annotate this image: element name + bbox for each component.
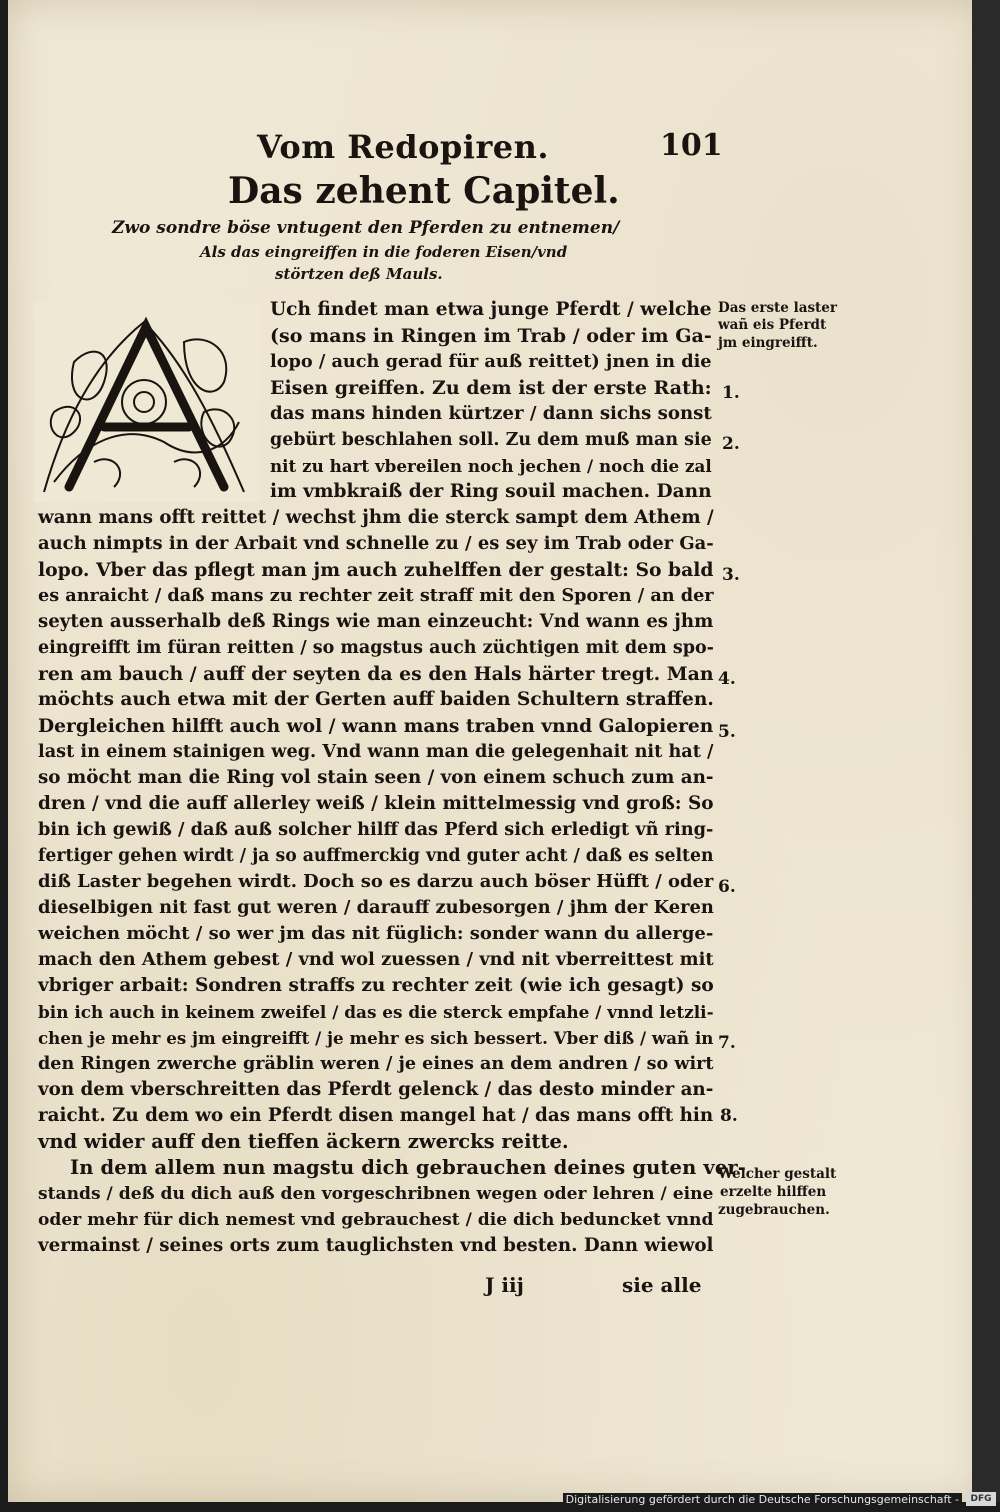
- digitization-credit: Digitalisierung gefördert durch die Deutsche Forschungsgemeinschaft -: [563, 1493, 962, 1506]
- body-line: seyten ausserhalb deß Rings wie man einzeucht: Vnd wann es jhm: [38, 611, 714, 632]
- margin-note-1-line-1: Das erste laster: [718, 300, 837, 316]
- catchword: sie alle: [622, 1273, 702, 1297]
- body-line: bin ich auch in keinem zweifel / das es die sterck empfahe / vnnd letzli-: [38, 1002, 714, 1022]
- body-line: wann mans offt reittet / wechst jhm die sterck sampt dem Athem /: [38, 507, 714, 528]
- page-number: 101: [660, 128, 723, 163]
- body-line: nit zu hart vbereilen noch jechen / noch die zal: [270, 456, 712, 476]
- body-line: das mans hinden kürtzer / dann sichs sonst: [270, 403, 712, 424]
- margin-note-1-line-2: wañ eis Pferdt: [718, 317, 827, 333]
- body-line: oder mehr für dich nemest vnd gebrauchest / die dich beduncket vnnd: [38, 1210, 714, 1230]
- margin-number: 2.: [722, 434, 740, 454]
- margin-number: 6.: [718, 877, 736, 897]
- body-line: im vmbkraiß der Ring souil machen. Dann: [270, 481, 712, 502]
- margin-number: 1.: [722, 383, 740, 403]
- chapter-subtitle-line-3: störtzen deß Mauls.: [275, 265, 443, 283]
- decorated-initial: [34, 302, 260, 502]
- body-line: Eisen greiffen. Zu dem ist der erste Rath:: [270, 377, 712, 399]
- body-line: raicht. Zu dem wo ein Pferdt disen mangel hat / das mans offt hin: [38, 1105, 714, 1126]
- body-line: (so mans in Ringen im Trab / oder im Ga-: [270, 325, 712, 347]
- margin-number: 5.: [718, 722, 736, 742]
- body-line: von dem vberschreitten das Pferdt gelenck / das desto minder an-: [38, 1079, 714, 1100]
- body-line: mach den Athem gebest / vnd wol zuessen / vnd nit vberreittest mit: [38, 949, 714, 970]
- body-line: so möcht man die Ring vol stain seen / von einem schuch zum an-: [38, 767, 714, 788]
- margin-number: 3.: [722, 565, 740, 585]
- body-line: chen je mehr es jm eingreifft / je mehr es sich bessert. Vber diß / wañ in: [38, 1028, 714, 1048]
- body-line: gebürt beschlahen soll. Zu dem muß man sie: [270, 430, 712, 450]
- body-line: eingreifft im füran reitten / so magstus auch züchtigen mit dem spo-: [38, 638, 714, 658]
- running-title: Vom Redopiren.: [257, 128, 550, 166]
- signature-mark: J iij: [485, 1273, 524, 1297]
- margin-note-2-line-3: zugebrauchen.: [718, 1202, 830, 1218]
- body-line: fertiger gehen wirdt / ja so auffmerckig vnd guter acht / daß es selten: [38, 846, 714, 866]
- page-edge: [972, 0, 1000, 1502]
- margin-number: 8.: [720, 1106, 738, 1126]
- body-line: vermainst / seines orts zum tauglichsten vnd besten. Dann wiewol: [38, 1235, 714, 1256]
- margin-note-2-line-1: Welcher gestalt: [718, 1166, 837, 1182]
- margin-note-2-line-2: erzelte hilffen: [720, 1184, 827, 1200]
- body-line: dren / vnd die auff allerley weiß / klein mittelmessig vnd groß: So: [38, 793, 714, 814]
- body-line: vnd wider auff den tieffen äckern zwercks reitte.: [38, 1130, 569, 1153]
- body-line: auch nimpts in der Arbait vnd schnelle zu / es sey im Trab oder Ga-: [38, 533, 714, 554]
- body-line: lopo / auch gerad für auß reittet) jnen in die: [270, 351, 712, 372]
- body-line: lopo. Vber das pflegt man jm auch zuhelffen der gestalt: So bald: [38, 559, 714, 581]
- body-line: den Ringen zwerche gräblin weren / je eines an dem andren / so wirt: [38, 1054, 714, 1074]
- body-line: Dergleichen hilfft auch wol / wann mans traben vnnd Galopieren: [38, 715, 714, 737]
- chapter-subtitle-line-2: Als das eingreiffen in die foderen Eisen/vnd: [200, 243, 568, 261]
- body-line: diß Laster begehen wirdt. Doch so es darzu auch böser Hüfft / oder: [38, 871, 714, 892]
- chapter-subtitle-line-1: Zwo sondre böse vntugent den Pferden zu entnemen/: [112, 218, 620, 238]
- body-line: es anraicht / daß mans zu rechter zeit straff mit den Sporen / an der: [38, 585, 714, 606]
- body-line: dieselbigen nit fast gut weren / darauff zubesorgen / jhm der Keren: [38, 897, 714, 918]
- dfg-logo: DFG: [966, 1492, 996, 1506]
- body-line: bin ich gewiß / daß auß solcher hilff das Pferd sich erledigt vñ ring-: [38, 819, 714, 840]
- body-line: weichen möcht / so wer jm das nit füglich: sonder wann du allerge-: [38, 923, 714, 944]
- chapter-title: Das zehent Capitel.: [228, 170, 620, 212]
- body-line: möchts auch etwa mit der Gerten auff baiden Schultern straffen.: [38, 689, 714, 710]
- body-line: Uch findet man etwa junge Pferdt / welche: [270, 299, 712, 320]
- body-line: stands / deß du dich auß den vorgeschribnen wegen oder lehren / eine: [38, 1184, 714, 1204]
- decorated-initial-ornament: [34, 302, 260, 502]
- body-line: last in einem stainigen weg. Vnd wann man die gelegenhait nit hat /: [38, 741, 714, 762]
- margin-number: 4.: [718, 669, 736, 689]
- body-line: vbriger arbait: Sondren straffs zu rechter zeit (wie ich gesagt) so: [38, 975, 714, 996]
- body-line: ren am bauch / auff der seyten da es den Hals härter tregt. Man: [38, 663, 714, 685]
- margin-number: 7.: [718, 1033, 736, 1053]
- body-line: In dem allem nun magstu dich gebrauchen deines guten ver-: [70, 1156, 746, 1179]
- margin-note-1-line-3: jm eingreifft.: [718, 335, 818, 351]
